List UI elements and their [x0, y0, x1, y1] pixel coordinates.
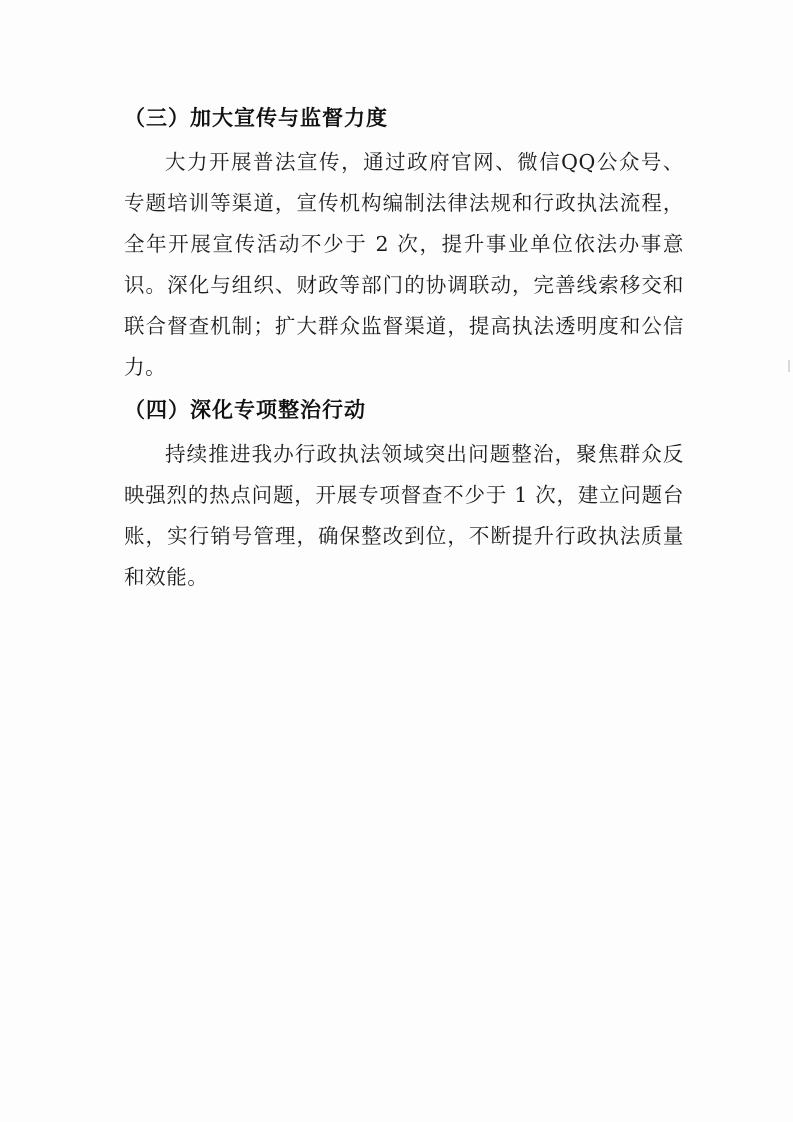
section-heading-4: （四）深化专项整治行动: [124, 398, 366, 422]
document-body: [124, 94, 684, 598]
section-paragraph-4: 持续推进我办行政执法领域突出问题整治，聚焦群众反映强烈的热点问题，开展专项督查不少于 1 次，建立问题台账，实行销号管理，确保整改到位，不断提升行政执法质量和效能。: [124, 442, 684, 589]
scan-edge-mark: [788, 360, 790, 372]
section-heading-3: （三）加大宣传与监督力度: [124, 106, 388, 130]
section-paragraph-3: 大力开展普法宣传，通过政府官网、微信QQ公众号、专题培训等渠道，宣传机构编制法律法规和行政执法流程，全年开展宣传活动不少于 2 次，提升事业单位依法办事意识。深化与组织、财政等部门的协调联动，完善线索移交和联合督查机制；扩大群众监督渠道，提高执法透明度和公信力。: [124, 150, 684, 379]
